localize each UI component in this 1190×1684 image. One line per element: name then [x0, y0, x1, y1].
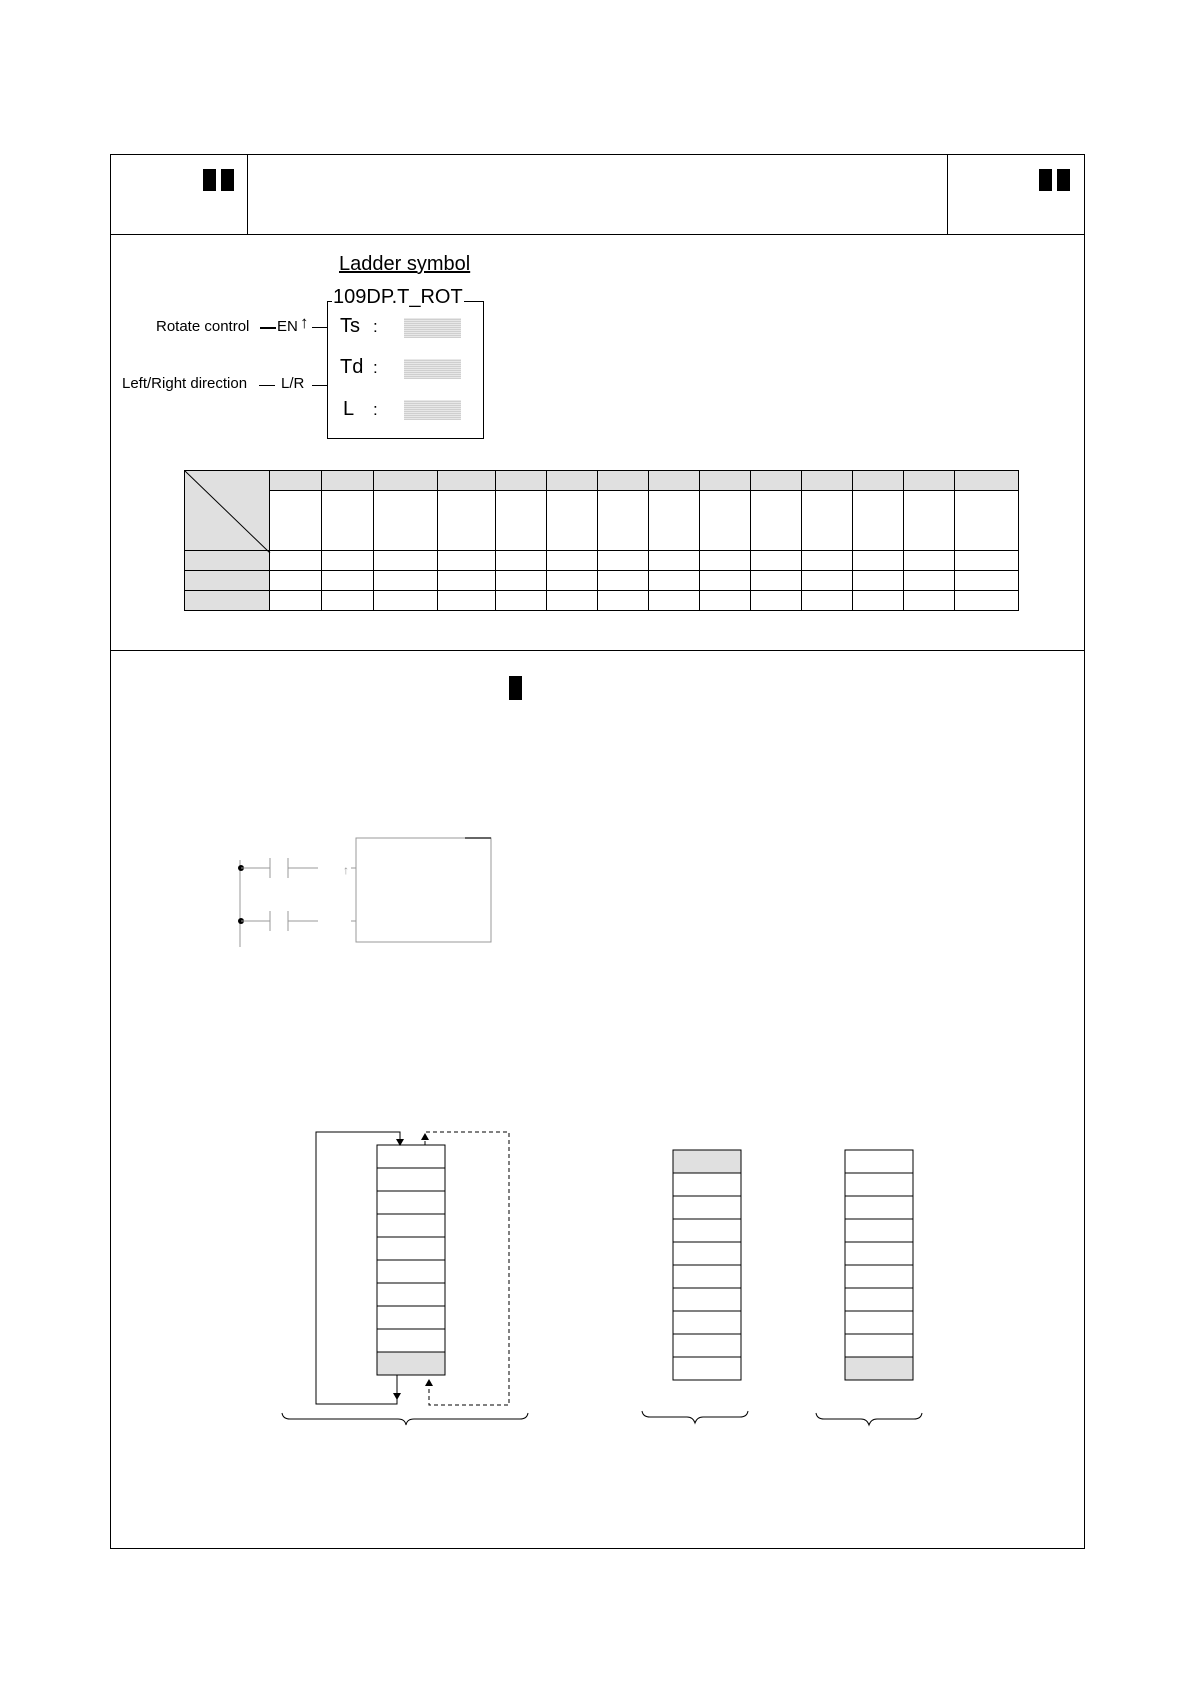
operand-td: Td	[340, 356, 364, 378]
input-label-direction: Left/Right direction	[122, 375, 248, 392]
operand-l: L	[343, 398, 355, 420]
svg-text:↑: ↑	[343, 863, 349, 877]
ladder-symbol-title: Ladder symbol	[339, 253, 471, 275]
input-label-rotate: Rotate control	[156, 318, 250, 335]
operand-l-sep: :	[373, 400, 378, 419]
register-stack-main	[377, 1145, 445, 1375]
pin-en: EN	[277, 318, 298, 335]
register-stack-rotate-left	[673, 1150, 741, 1380]
instruction-name: 109DP.T_ROT	[333, 286, 463, 308]
operand-ts-sep: :	[373, 317, 378, 336]
pin-lr: L/R	[281, 375, 305, 392]
operand-ts: Ts	[340, 315, 360, 337]
operand-td-sep: :	[373, 358, 378, 377]
register-stack-rotate-right	[845, 1150, 913, 1380]
rising-edge-icon: ↑	[300, 313, 309, 332]
